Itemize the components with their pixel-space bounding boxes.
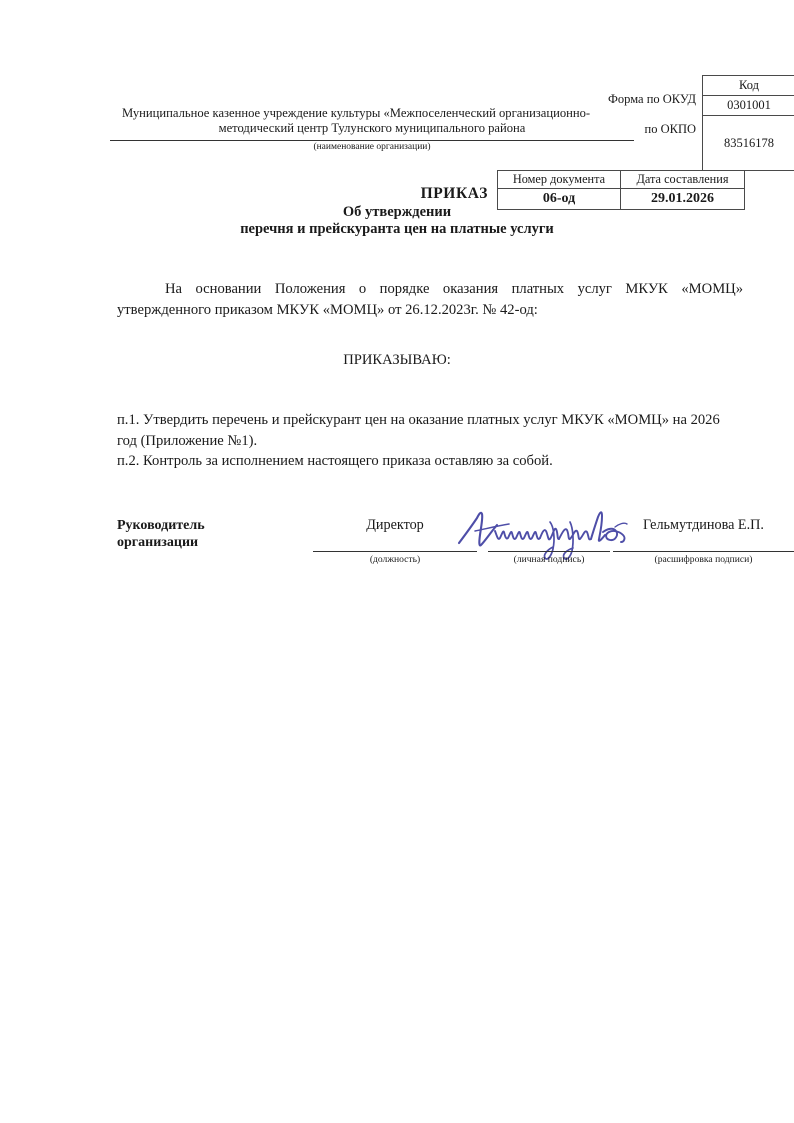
signer-role — [117, 517, 307, 551]
organization-name-block — [110, 106, 634, 136]
organization-name-line-2: методический центр Тулунского муниципального района — [218, 121, 526, 135]
signer-position: Директор — [366, 517, 424, 533]
table-row — [703, 116, 794, 171]
okpo-label: по ОКПО — [644, 122, 696, 136]
organization-caption: (наименование организации) — [313, 142, 431, 152]
signer-name: Гельмутдинова Е.П. — [643, 517, 764, 533]
table-row — [703, 96, 794, 116]
name-caption: (расшифровка подписи) — [654, 554, 753, 565]
position-underline — [313, 551, 477, 552]
name-underline — [613, 551, 794, 552]
doc-number-header: Номер документа — [498, 171, 621, 189]
order-title-line-1: Об утверждении — [342, 204, 452, 220]
order-points — [117, 410, 743, 472]
table-row — [498, 171, 745, 189]
code-table-title: Код — [703, 76, 794, 96]
preamble-paragraph: На основании Положения о порядке оказания платных услуг МКУК «МОМЦ» утвержденного приказом МКУК «МОМЦ» от 26.12.2023г. № 42-од: — [117, 281, 743, 318]
signer-role-line-2: организации — [117, 535, 199, 550]
order-point-1: п.1. Утвердить перечень и прейскурант цен на оказание платных услуг МКУК «МОМЦ» на 2026 год (Приложение №1). — [117, 412, 720, 449]
signature-underline — [488, 551, 610, 552]
order-verb: ПРИКАЗЫВАЮ: — [343, 352, 451, 368]
doc-date-header: Дата составления — [621, 171, 745, 189]
organization-underline — [110, 140, 634, 141]
signature-caption: (личная подпись) — [513, 554, 585, 565]
table-row — [703, 76, 794, 96]
order-heading-word: ПРИКАЗ — [420, 185, 488, 202]
organization-name-line-1: Муниципальное казенное учреждение культуры «Межпоселенческий организационно- — [122, 106, 591, 120]
order-point-2: п.2. Контроль за исполнением настоящего приказа оставляю за собой. — [117, 453, 553, 469]
okud-code-table — [702, 75, 794, 171]
signer-role-line-1: Руководитель — [117, 518, 205, 533]
okud-code-value: 0301001 — [703, 96, 794, 116]
doc-date-value: 29.01.2026 — [621, 189, 745, 210]
okpo-code-value: 83516178 — [703, 116, 794, 171]
doc-number-value: 06-од — [498, 189, 621, 210]
okud-label: Форма по ОКУД — [608, 92, 696, 106]
position-caption: (должность) — [369, 554, 421, 565]
order-title-line-2: перечня и прейскуранта цен на платные услуги — [240, 221, 554, 237]
